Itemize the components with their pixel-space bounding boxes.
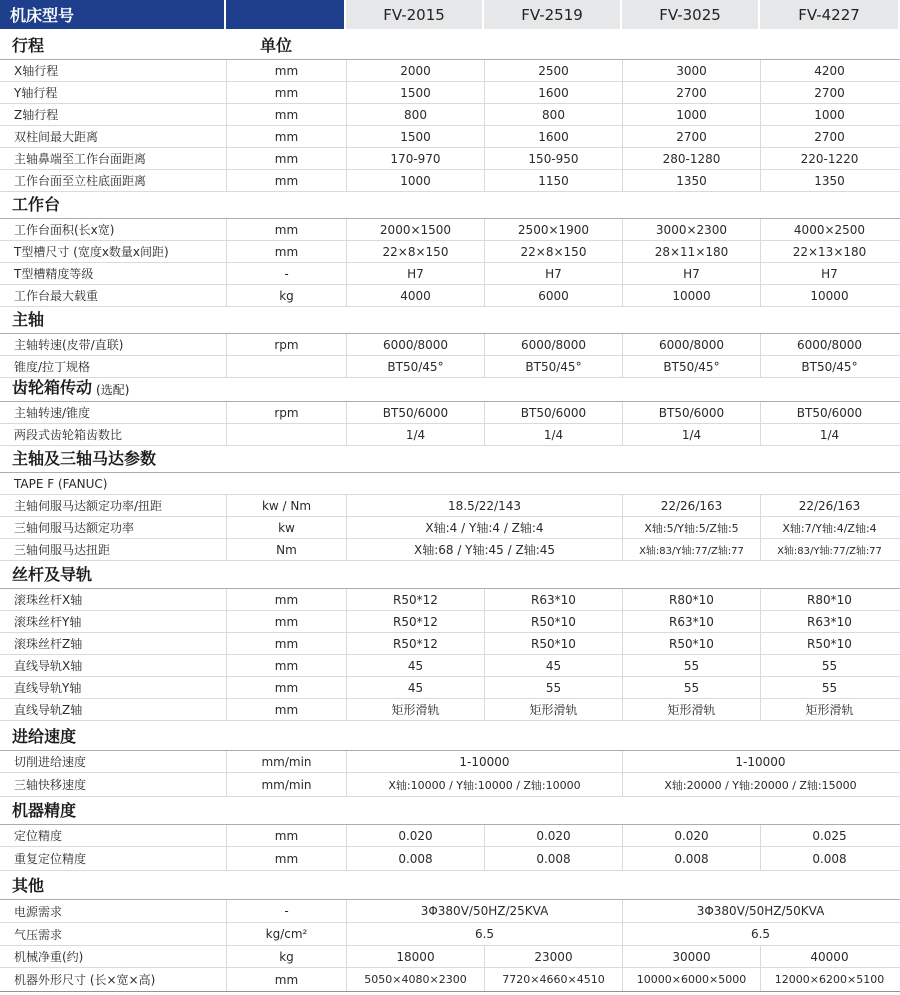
row-label: 工作台面积(长x宽) xyxy=(14,223,115,237)
row-value: R63*10 xyxy=(760,611,898,632)
row-value: R50*10 xyxy=(484,633,622,654)
row-label: 电源需求 xyxy=(14,904,63,919)
row-value: X轴:83/Y轴:77/Z轴:77 xyxy=(760,539,898,560)
row-label: 切削进给速度 xyxy=(14,755,87,769)
model-fv-2015: FV-2015 xyxy=(346,0,484,29)
row-value: 7720×4660×4510 xyxy=(484,968,622,991)
row-unit: mm xyxy=(226,825,346,846)
table-row xyxy=(0,589,900,611)
row-value: 0.008 xyxy=(484,847,622,870)
row-value: H7 xyxy=(622,263,760,284)
row-value: 6000 xyxy=(484,285,622,306)
row-label: 直线导轨X轴 xyxy=(14,659,83,673)
section-other xyxy=(0,871,900,900)
row-unit: mm xyxy=(226,633,346,654)
row-value: 28×11×180 xyxy=(622,241,760,262)
row-value: 2700 xyxy=(760,82,898,103)
row-unit: kw xyxy=(226,517,346,538)
section-spindle xyxy=(0,307,900,334)
row-value: 2000×1500 xyxy=(346,219,484,240)
section-subtitle: (选配) xyxy=(96,383,130,397)
row-value: R50*12 xyxy=(346,611,484,632)
row-value: 10000×6000×5000 xyxy=(622,968,760,991)
row-unit: kg xyxy=(226,285,346,306)
row-label: 三轴快移速度 xyxy=(14,778,87,792)
section-title: 进给速度 xyxy=(12,727,77,746)
row-value: 2500×1900 xyxy=(484,219,622,240)
table-row xyxy=(0,148,900,170)
section-title: 其他 xyxy=(12,876,45,895)
row-value: 6000/8000 xyxy=(622,334,760,355)
table-row xyxy=(0,946,900,968)
row-value: R50*12 xyxy=(346,633,484,654)
table-row xyxy=(0,633,900,655)
row-value: 矩形滑轨 xyxy=(484,699,622,720)
row-value: 220-1220 xyxy=(760,148,898,169)
table-row xyxy=(0,219,900,241)
row-label: 滚珠丝杆Y轴 xyxy=(14,615,82,629)
row-value: 280-1280 xyxy=(622,148,760,169)
row-value: X轴:5/Y轴:5/Z轴:5 xyxy=(622,517,760,538)
row-value: 6000/8000 xyxy=(760,334,898,355)
table-row xyxy=(0,241,900,263)
row-label: 重复定位精度 xyxy=(14,852,87,866)
row-value: 55 xyxy=(760,677,898,698)
row-value: BT50/45° xyxy=(760,356,898,377)
row-value: 2700 xyxy=(622,126,760,147)
row-label: Y轴行程 xyxy=(14,86,58,100)
row-unit: mm xyxy=(226,699,346,720)
row-value: R80*10 xyxy=(760,589,898,610)
row-value: 0.025 xyxy=(760,825,898,846)
row-value: 0.008 xyxy=(346,847,484,870)
table-row xyxy=(0,60,900,82)
row-value: 1500 xyxy=(346,82,484,103)
row-value: R50*12 xyxy=(346,589,484,610)
model-fv-2519: FV-2519 xyxy=(484,0,622,29)
row-value: 2500 xyxy=(484,60,622,81)
row-label: 机器外形尺寸 (长×宽×高) xyxy=(14,973,156,987)
section-feed xyxy=(0,721,900,751)
section-travel xyxy=(0,30,900,60)
row-value: 3Φ380V/50HZ/25KVA xyxy=(346,900,622,922)
row-unit: mm xyxy=(226,677,346,698)
row-label: 滚珠丝杆Z轴 xyxy=(14,637,83,651)
table-row xyxy=(0,424,900,446)
row-value: 12000×6200×5100 xyxy=(760,968,898,991)
row-unit: rpm xyxy=(226,334,346,355)
row-value: X轴:83/Y轴:77/Z轴:77 xyxy=(622,539,760,560)
row-value: 1/4 xyxy=(760,424,898,445)
row-value: 4200 xyxy=(760,60,898,81)
row-label: 机械净重(约) xyxy=(14,950,84,964)
table-row xyxy=(0,356,900,378)
row-value: X轴:7/Y轴:4/Z轴:4 xyxy=(760,517,898,538)
row-value: 0.008 xyxy=(622,847,760,870)
row-value: H7 xyxy=(484,263,622,284)
row-label: 工作台最大载重 xyxy=(14,289,99,303)
row-value: 22×13×180 xyxy=(760,241,898,262)
table-row xyxy=(0,847,900,871)
row-value: 3Φ380V/50HZ/50KVA xyxy=(622,900,898,922)
row-label: 工作台面至立柱底面距离 xyxy=(14,174,147,188)
row-value: 45 xyxy=(346,677,484,698)
table-row xyxy=(0,517,900,539)
table-row xyxy=(0,263,900,285)
section-title: 工作台 xyxy=(12,195,61,214)
row-value: 6000/8000 xyxy=(484,334,622,355)
model-fv-4227: FV-4227 xyxy=(760,0,898,29)
row-value: BT50/45° xyxy=(484,356,622,377)
row-value: R50*10 xyxy=(760,633,898,654)
row-value: 矩形滑轨 xyxy=(760,699,898,720)
row-unit: rpm xyxy=(226,402,346,423)
row-value: 6000/8000 xyxy=(346,334,484,355)
row-label: 两段式齿轮箱齿数比 xyxy=(14,428,123,442)
table-row xyxy=(0,104,900,126)
row-value: 1/4 xyxy=(622,424,760,445)
header-row xyxy=(0,0,900,29)
row-unit: mm/min xyxy=(226,751,346,772)
row-value: R63*10 xyxy=(622,611,760,632)
row-value: 0.020 xyxy=(622,825,760,846)
row-unit: - xyxy=(226,900,346,922)
row-value: 0.020 xyxy=(484,825,622,846)
row-label: 气压需求 xyxy=(14,927,63,942)
table-row xyxy=(0,968,900,992)
row-value: 1600 xyxy=(484,126,622,147)
section-title: 主轴 xyxy=(12,310,45,329)
row-value: 1150 xyxy=(484,170,622,191)
row-label: X轴行程 xyxy=(14,64,59,78)
row-value: 150-950 xyxy=(484,148,622,169)
row-unit: mm xyxy=(226,589,346,610)
row-value: BT50/45° xyxy=(622,356,760,377)
row-value: 1500 xyxy=(346,126,484,147)
table-row xyxy=(0,773,900,797)
row-unit xyxy=(226,424,346,445)
row-value: R50*10 xyxy=(484,611,622,632)
row-label: 主轴鼻端至工作台面距离 xyxy=(14,152,147,166)
row-unit: mm xyxy=(226,126,346,147)
row-value: 45 xyxy=(346,655,484,676)
table-row xyxy=(0,900,900,923)
row-unit: kg xyxy=(226,946,346,967)
row-unit: Nm xyxy=(226,539,346,560)
row-label: 定位精度 xyxy=(14,829,63,843)
table-row xyxy=(0,751,900,773)
section-title-text: 齿轮箱传动 xyxy=(12,378,93,397)
section-gearbox xyxy=(0,378,900,402)
row-value: X轴:10000 / Y轴:10000 / Z轴:10000 xyxy=(346,773,622,796)
row-unit: - xyxy=(226,263,346,284)
row-value: 1/4 xyxy=(484,424,622,445)
row-label: 三轴伺服马达额定功率 xyxy=(14,521,135,535)
row-unit: mm xyxy=(226,241,346,262)
row-label: 主轴转速/锥度 xyxy=(14,406,91,420)
section-title: 行程 xyxy=(12,36,45,55)
row-value: R63*10 xyxy=(484,589,622,610)
row-unit: kg/cm² xyxy=(226,923,346,945)
model-title: 机床型号 xyxy=(0,0,226,29)
row-label: TAPE F (FANUC) xyxy=(14,476,108,491)
row-unit: mm xyxy=(226,60,346,81)
row-value: 0.020 xyxy=(346,825,484,846)
row-label: 三轴伺服马达扭距 xyxy=(14,543,111,557)
row-value: 40000 xyxy=(760,946,898,967)
row-value: 4000 xyxy=(346,285,484,306)
table-row xyxy=(0,699,900,721)
model-fv-3025: FV-3025 xyxy=(622,0,760,29)
row-value: X轴:68 / Y轴:45 / Z轴:45 xyxy=(346,539,622,560)
row-value: 矩形滑轨 xyxy=(622,699,760,720)
row-value: 1350 xyxy=(760,170,898,191)
row-unit: mm xyxy=(226,219,346,240)
row-value: 45 xyxy=(484,655,622,676)
row-value: 1000 xyxy=(346,170,484,191)
row-value: BT50/6000 xyxy=(622,402,760,423)
row-value: 22/26/163 xyxy=(760,495,898,516)
table-row xyxy=(0,170,900,192)
row-value: 1000 xyxy=(760,104,898,125)
row-value: 1/4 xyxy=(346,424,484,445)
row-value: BT50/6000 xyxy=(484,402,622,423)
row-value: R80*10 xyxy=(622,589,760,610)
row-value: 30000 xyxy=(622,946,760,967)
row-unit xyxy=(226,356,346,377)
row-value: 1-10000 xyxy=(346,751,622,772)
row-unit: mm xyxy=(226,847,346,870)
row-value: 2000 xyxy=(346,60,484,81)
row-value: R50*10 xyxy=(622,633,760,654)
row-value: BT50/45° xyxy=(346,356,484,377)
row-value: H7 xyxy=(346,263,484,284)
row-label: 直线导轨Y轴 xyxy=(14,681,82,695)
row-value: 2700 xyxy=(622,82,760,103)
row-value: 22/26/163 xyxy=(622,495,760,516)
table-row xyxy=(0,82,900,104)
row-unit: mm xyxy=(226,611,346,632)
row-value: 55 xyxy=(622,677,760,698)
row-value: 55 xyxy=(622,655,760,676)
row-unit: mm xyxy=(226,170,346,191)
row-value: 3000 xyxy=(622,60,760,81)
row-value: 3000×2300 xyxy=(622,219,760,240)
row-value: 170-970 xyxy=(346,148,484,169)
section-title: 丝杆及导轨 xyxy=(12,565,93,584)
row-value: X轴:4 / Y轴:4 / Z轴:4 xyxy=(346,517,622,538)
row-label: 直线导轨Z轴 xyxy=(14,703,83,717)
table-row xyxy=(0,923,900,946)
row-unit: mm xyxy=(226,148,346,169)
table-row xyxy=(0,677,900,699)
header-unit-blank xyxy=(226,0,346,29)
row-value: 800 xyxy=(346,104,484,125)
row-value: 18.5/22/143 xyxy=(346,495,622,516)
row-value: 1600 xyxy=(484,82,622,103)
table-row xyxy=(0,473,900,495)
row-unit: mm xyxy=(226,968,346,991)
row-value: 4000×2500 xyxy=(760,219,898,240)
section-accuracy xyxy=(0,797,900,825)
row-value: X轴:20000 / Y轴:20000 / Z轴:15000 xyxy=(622,773,898,796)
row-value: 6.5 xyxy=(622,923,898,945)
unit-column-title: 单位 xyxy=(260,36,293,55)
row-label: 锥度/拉丁规格 xyxy=(14,360,91,374)
row-value: BT50/6000 xyxy=(346,402,484,423)
row-value: 18000 xyxy=(346,946,484,967)
row-value: BT50/6000 xyxy=(760,402,898,423)
table-row xyxy=(0,285,900,307)
row-unit: mm xyxy=(226,82,346,103)
section-worktable xyxy=(0,192,900,219)
table-row xyxy=(0,611,900,633)
row-value: 23000 xyxy=(484,946,622,967)
row-value: 55 xyxy=(760,655,898,676)
section-motors xyxy=(0,446,900,473)
row-label: 主轴转速(皮带/直联) xyxy=(14,338,124,352)
row-value: 10000 xyxy=(760,285,898,306)
row-unit: mm/min xyxy=(226,773,346,796)
table-row xyxy=(0,495,900,517)
row-value: 2700 xyxy=(760,126,898,147)
table-row xyxy=(0,539,900,561)
table-row xyxy=(0,126,900,148)
row-unit: mm xyxy=(226,104,346,125)
row-value: 800 xyxy=(484,104,622,125)
section-title: 主轴及三轴马达参数 xyxy=(12,449,157,468)
row-value: 1000 xyxy=(622,104,760,125)
row-value: 矩形滑轨 xyxy=(346,699,484,720)
row-value: 5050×4080×2300 xyxy=(346,968,484,991)
table-row xyxy=(0,402,900,424)
row-value: H7 xyxy=(760,263,898,284)
row-label: Z轴行程 xyxy=(14,108,59,122)
section-title: 机器精度 xyxy=(12,801,77,820)
row-label: T型槽精度等级 xyxy=(14,267,94,281)
row-value: 0.008 xyxy=(760,847,898,870)
row-value: 10000 xyxy=(622,285,760,306)
row-value: 55 xyxy=(484,677,622,698)
row-label: 滚珠丝杆X轴 xyxy=(14,593,83,607)
table-row xyxy=(0,655,900,677)
section-screws xyxy=(0,561,900,589)
row-unit: kw / Nm xyxy=(226,495,346,516)
row-label: 双柱间最大距离 xyxy=(14,130,99,144)
row-label: 主轴伺服马达额定功率/扭距 xyxy=(14,499,163,513)
row-value: 22×8×150 xyxy=(346,241,484,262)
table-row xyxy=(0,825,900,847)
row-label: T型槽尺寸 (宽度x数量x间距) xyxy=(14,245,169,259)
section-title xyxy=(0,378,226,401)
row-value: 22×8×150 xyxy=(484,241,622,262)
table-row xyxy=(0,334,900,356)
row-value: 1350 xyxy=(622,170,760,191)
row-value: 6.5 xyxy=(346,923,622,945)
row-value: 1-10000 xyxy=(622,751,898,772)
row-unit: mm xyxy=(226,655,346,676)
